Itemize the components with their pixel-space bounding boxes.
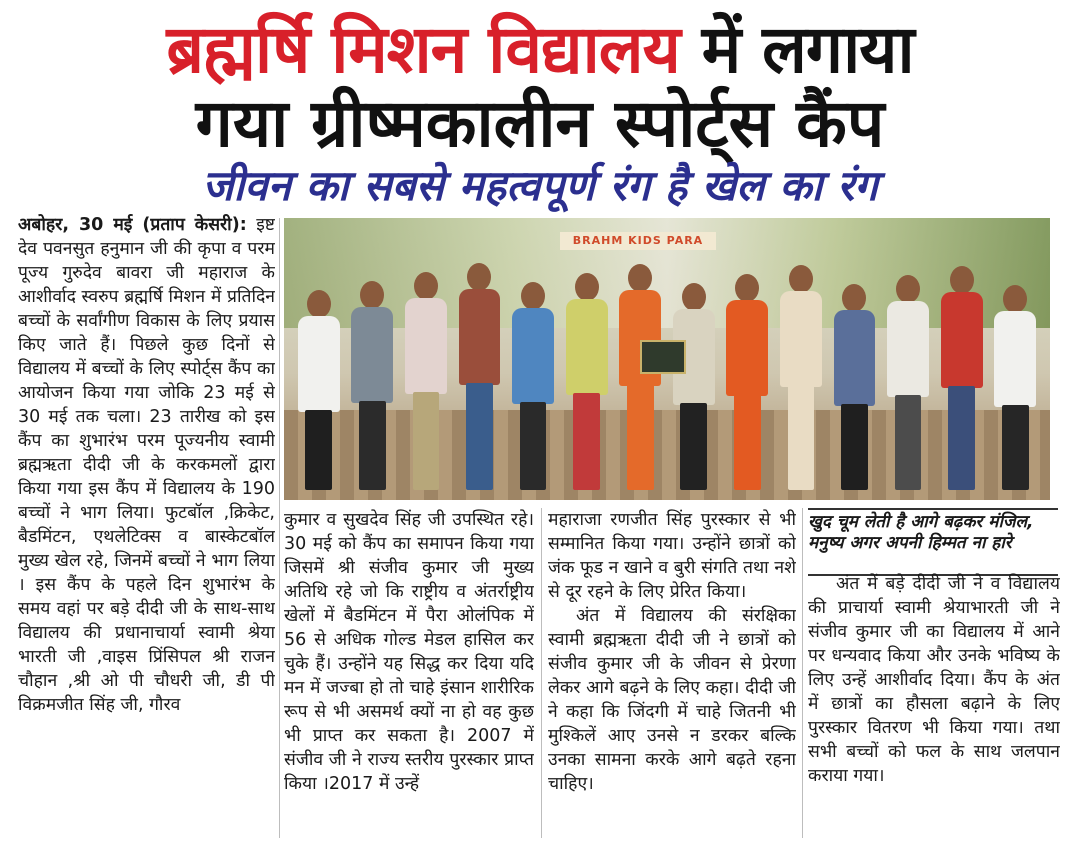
- photo-person: [673, 283, 715, 490]
- photo-person: [834, 284, 876, 490]
- article-column-4-text: अंत में बड़े दीदी जी ने व विद्यालय की प्राचार्या स्वामी श्रेयाभारती जी ने संजीव कुमार जी का विद्यालय में आने पर धन्यवाद किया और उनके भविष्य के लिए उन्हें आशीर्वाद दिया। कैंप के अंत में छात्रों का हौसला बढ़ाने के लिए पुरस्कार वितरण भी किया गया। तथा सभी बच्चों को फल के साथ जलपान कराया गया।: [808, 574, 1060, 786]
- photo-person: [619, 264, 661, 490]
- photo-person: [298, 290, 340, 490]
- column-divider: [279, 218, 280, 838]
- headline-school-name: ब्रह्मर्षि मिशन विद्यालय: [166, 11, 680, 88]
- subheadline: जीवन का सबसे महत्वपूर्ण रंग है खेल का रंग: [202, 161, 878, 210]
- article-column-2: [284, 508, 534, 838]
- photo-person: [887, 275, 929, 490]
- column-divider: [541, 508, 542, 838]
- pull-quote: खुद चूम लेती है आगे बढ़कर मंजिल, मनुष्य अगर अपनी हिम्मत ना हारे: [808, 508, 1058, 576]
- photo-person: [459, 263, 501, 490]
- article-column-4: [808, 572, 1060, 838]
- column-divider: [802, 508, 803, 838]
- article-column-3: [548, 508, 796, 838]
- article-column-2-text: कुमार व सुखदेव सिंह जी उपस्थित रहे। 30 मई को कैंप का समापन किया गया जिसमें श्री संजीव कुमार जी मुख्य अतिथि रहे जो कि राष्ट्रीय व अंतर्राष्ट्रीय खेलों में बैडमिंटन में पैरा ओलंपिक में 56 से अधिक गोल्ड मेडल हासिल कर चुके हैं। उन्होंने यह सिद्ध कर दिया यदि मन में जज्बा हो तो चाहे इंसान शारीरिक रूप से भी असमर्थ क्यों ना हो वह कुछ भी प्राप्त कर सकता है। 2007 में संजीव जी ने राज्य स्तरीय पुरस्कार प्राप्त किया ।2017 में उन्हें: [284, 510, 534, 794]
- photo-person: [726, 274, 768, 490]
- article-column-3-para-1: महाराजा रणजीत सिंह पुरस्कार से भी सम्मानित किया गया। उन्होंने छात्रों को जंक फूड न खाने व बुरी संगति तथा नशे से दूर रहने के लिए प्रेरित किया।: [548, 510, 796, 602]
- article-column-3-para-2: अंत में विद्यालय की संरक्षिका स्वामी ब्रह्मऋता दीदी जी ने छात्रों को संजीव कुमार जी के जीवन से प्रेरणा लेकर आगे बढ़ने के लिए कहा। दीदी जी ने कहा कि जिंदगी में चाहे जितनी भी मुश्किलें आए उनसे न डरकर बल्कि उनका सामना करके आगे बढ़ते रहना चाहिए।: [548, 606, 796, 794]
- photo-person: [941, 266, 983, 490]
- photo-person: [780, 265, 822, 490]
- photo-person: [405, 272, 447, 490]
- dateline: अबोहर, 30 मई (प्रताप केसरी):: [18, 215, 247, 235]
- photo-school-banner: BRAHM KIDS PARA: [560, 232, 716, 250]
- article-column-1-text: इष्ट देव पवनसुत हनुमान जी की कृपा व परम पूज्य गुरुदेव बावरा जी महाराज के आशीर्वाद स्वरुप ब्रह्मर्षि मिशन में प्रतिदिन बच्चों के सर्वांगीण विकास के लिए प्रयास किए जाते हैं। पिछले कुछ दिनों से विद्यालय में बच्चों के लिए स्पोर्ट्स कैंप का आयोजन किया गया जोकि 23 मई से 30 मई तक चला। 23 तारीख को इस कैंप का शुभारंभ परम पूज्यनीय स्वामी ब्रह्मऋता दीदी जी के करकमलों द्वारा किया गया इस कैंप में विद्यालय के 190 बच्चों ने भाग लिया। फुटबॉल ,क्रिकेट, बैडमिंटन, एथलेटिक्स व बास्केटबॉल मुख्य खेल रहे, जिनमें बच्चों ने भाग लिया । इस कैंप के पहले दिन शुभारंभ के समय वहां पर बड़े दीदी जी के साथ-साथ विद्यालय की प्रधानाचार्या स्वामी श्रेया भारती जी ,वाइस प्रिंसिपल श्री राजन चौहान ,श्री ओ पी चौधरी जी, डी पी विक्रमजीत सिंह जी, गौरव: [18, 215, 275, 715]
- photo-person: [512, 282, 554, 490]
- photo-paved-ground: [284, 410, 1050, 500]
- headline-line-1-rest: में लगाया: [701, 11, 914, 88]
- photo-award-plaque: [640, 340, 686, 374]
- headline-line-2: गया ग्रीष्मकालीन स्पोर्ट्स कैंप: [195, 85, 885, 162]
- photo-person: [566, 273, 608, 490]
- headline-line-1: [0, 12, 1080, 88]
- article-column-1: [18, 213, 275, 838]
- photo-person: [351, 281, 393, 490]
- news-photo: [284, 218, 1050, 500]
- photo-person: [994, 285, 1036, 490]
